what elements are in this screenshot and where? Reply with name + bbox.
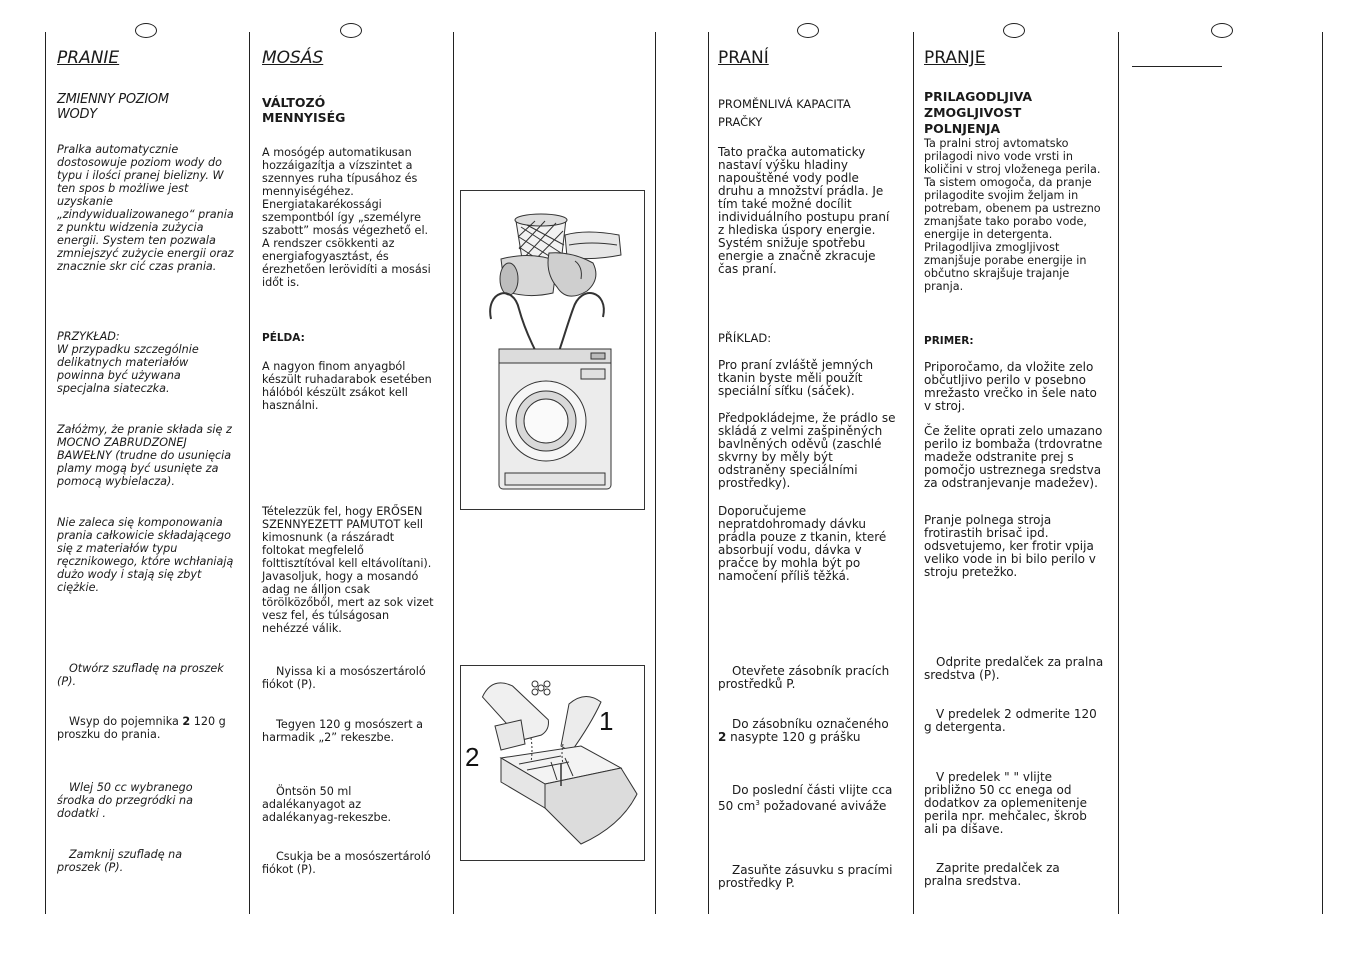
polish-column bbox=[57, 48, 242, 874]
column-divider bbox=[45, 32, 46, 914]
column-divider bbox=[453, 32, 454, 914]
laundry-and-machine-image bbox=[461, 191, 644, 509]
language-badge-oval bbox=[135, 23, 157, 38]
section-heading: PRANÍ bbox=[718, 48, 769, 68]
column-divider bbox=[655, 32, 656, 914]
column-divider bbox=[708, 32, 709, 914]
language-badge-oval bbox=[1003, 23, 1025, 38]
section-subheading: PROMĚNLIVÁ KAPACITA PRAČKY bbox=[718, 97, 851, 129]
compartment-label-1: 1 bbox=[599, 706, 614, 736]
section-heading: MOSÁS bbox=[262, 48, 324, 68]
example-label: PŘÍKLAD: bbox=[718, 331, 772, 345]
paragraph: Předpokládejme, že prádlo se skládá z velmi zašpiněných bavlněných oděvů (zaschlé skvrny by měly být odstraněny speciálními prostředky). bbox=[718, 411, 896, 490]
empty-heading-rule bbox=[1132, 66, 1222, 67]
detergent-drawer-image bbox=[461, 666, 644, 860]
step-text: 120 g proszku do prania. bbox=[57, 715, 226, 741]
paragraph: Doporučujeme nepratdohromady dávku prádla pouze z tkanin, které absorbují vodu, dávka v pračce by mohla být po namočení příliš těžká. bbox=[718, 504, 887, 583]
step-3: Wlej 50 cc wybranego środka do przegródki na dodatki . bbox=[57, 781, 193, 820]
section-subheading: VÁLTOZÓ MENNYISÉG bbox=[262, 95, 346, 125]
section-subheading: ZMIENNY POZIOM WODY bbox=[57, 92, 169, 122]
paragraph: Tételezzük fel, hogy ERŐSEN SZENNYEZETT PAMUTOT kell kimosnunk (a rászáradt foltokat megfelelő folttisztítóval kell eltávolítani). Javasoljuk, hogy a mosandó adag ne álljon csak törölközőből, mert az sok vizet vesz fel, és túlságosan nehézzé válik. bbox=[262, 505, 434, 635]
step-2 bbox=[57, 715, 235, 741]
step-1: Nyissa ki a mosószertároló fiókot (P). bbox=[262, 665, 426, 691]
czech-column bbox=[718, 48, 903, 890]
example-text: Pro praní zvláště jemných tkanin byste měli použít speciální síťku (sáček). bbox=[718, 358, 874, 398]
hungarian-column bbox=[262, 48, 442, 876]
step-3: V predelek " " vlijte približno 50 cc enega od dodatkov za oplemenitenje perila npr. mehčalec, škrob ali pa dišave. bbox=[924, 770, 1087, 836]
step-2: V predelek 2 odmerite 120 g detergenta. bbox=[924, 707, 1097, 734]
step-4: Zaprite predalček za pralna sredstva. bbox=[924, 861, 1060, 888]
unit-superscript: 3 bbox=[755, 799, 760, 807]
column-divider bbox=[1118, 32, 1119, 914]
step-2 bbox=[718, 718, 893, 744]
section-heading: PRANJE bbox=[924, 48, 986, 68]
step-text: Do poslední části vlijte cca 50 cm bbox=[718, 783, 893, 813]
paragraph: Če želite oprati zelo umazano perilo iz bombaža (trdovratne madeže odstranite prej s pomočjo ustreznega sredstva za odstranjevanje madežev). bbox=[924, 424, 1103, 490]
step-2: Tegyen 120 g mosószert a harmadik „2” rekeszbe. bbox=[262, 718, 424, 744]
step-text: nasypte 120 g prášku bbox=[726, 730, 861, 744]
step-4: Zasuňte zásuvku s pracími prostředky P. bbox=[718, 863, 893, 890]
paragraph: Załóżmy, że pranie składa się z MOCNO ZABRUDZONEJ BAWEŁNY (trudne do usunięcia plamy mogą być usunięte za pomocą wybielacza). bbox=[57, 423, 232, 488]
example-text: A nagyon finom anyagból készült ruhadarabok esetében hálóból készült zsákot kell használni. bbox=[262, 360, 432, 412]
detergent-drawer-illustration bbox=[460, 665, 645, 861]
paragraph: Nie zaleca się komponowania prania całkowicie składającego się z materiałów typu ręcznikowego, które wchłaniają dużo wody i stają się zbyt ciężkie. bbox=[57, 516, 234, 594]
step-3: Öntsön 50 ml adalékanyagot az adalékanyag-rekeszbe. bbox=[262, 785, 392, 824]
compartment-number: 2 bbox=[718, 730, 727, 744]
intro-paragraph: Tato pračka automaticky nastaví výšku hladiny napouštěné vody podle druhu a množství prádla. Je tím také možné docílit individuálního postupu praní z hlediska úspory energie. Systém snižuje spotřebu energie a značně zkracuje čas praní. bbox=[718, 145, 890, 276]
intro-paragraph: A mosógép automatikusan hozzáigazítja a vízszintet a szennyes ruha típusához és mennyiségéhez. Energiatakarékossági szempontból így „személyre szabott” mosás végezhető el. A rendszer csökkenti az energiafogyasztást, és érezhetően lerövidíti a mosási időt is. bbox=[262, 146, 431, 289]
step-1: Otevřete zásobník pracích prostředků P. bbox=[718, 664, 890, 691]
compartment-label-2: 2 bbox=[465, 742, 480, 772]
compartment-number: 2 bbox=[182, 715, 191, 728]
step-text: Wsyp do pojemnika bbox=[69, 715, 183, 728]
example-label: PRIMER: bbox=[924, 335, 974, 347]
example-label: PRZYKŁAD: bbox=[57, 330, 120, 343]
slovenian-column bbox=[924, 48, 1109, 888]
intro-paragraph: Pralka automatycznie dostosowuje poziom wody do typu i ilości pranej bielizny. W ten spos b możliwe jest uzyskanie „zindywidualizowanego“ prania z punktu widzenia zużycia energii. System ten pozwala zmniejszyć zużycie energii oraz znacznie skr cić czas prania. bbox=[57, 143, 234, 273]
laundry-illustration bbox=[460, 190, 645, 510]
column-divider bbox=[913, 32, 914, 914]
step-1: Otwórz szufladę na proszek (P). bbox=[57, 662, 224, 688]
example-label: PÉLDA: bbox=[262, 332, 305, 344]
example-text: W przypadku szczególnie delikatnych materiałów powinna być używana specjalna siateczka. bbox=[57, 343, 199, 395]
column-divider bbox=[1322, 32, 1323, 914]
step-text: Do zásobníku označeného bbox=[732, 717, 889, 731]
language-badge-oval bbox=[1211, 23, 1233, 38]
step-4: Zamknij szufladę na proszek (P). bbox=[57, 848, 183, 874]
section-subheading: PRILAGODLJIVA ZMOGLJIVOST POLNJENJA bbox=[924, 89, 1033, 136]
section-heading: PRANIE bbox=[57, 48, 120, 68]
step-3 bbox=[718, 784, 900, 813]
step-4: Csukja be a mosószertároló fiókot (P). bbox=[262, 850, 431, 876]
intro-paragraph: Ta pralni stroj avtomatsko prilagodi nivo vode vrsti in količini v stroj vloženega perila. Ta sistem omogoča, da pranje prilagodite svojim željam in potrebam, obenem pa ustrezno zmanjšate tako porabo vode, energije in detergenta. Prilagodljiva zmogljivost zmanjšuje porabe energije in občutno skrajšuje trajanje pranja. bbox=[924, 137, 1101, 293]
step-1: Odprite predalček za pralna sredstva (P). bbox=[924, 655, 1104, 682]
language-badge-oval bbox=[340, 23, 362, 38]
language-badge-oval bbox=[797, 23, 819, 38]
example-text: Priporočamo, da vložite zelo občutljivo perilo v posebno mrežasto vrečko in šele nato v stroj. bbox=[924, 360, 1097, 413]
paragraph: Pranje polnega stroja frotirastih brisač ipd. odsvetujemo, ker frotir vpija veliko vode in bi bilo perilo v stroju pretežko. bbox=[924, 513, 1096, 579]
column-divider bbox=[249, 32, 250, 914]
step-text: požadované aviváže bbox=[759, 799, 887, 813]
